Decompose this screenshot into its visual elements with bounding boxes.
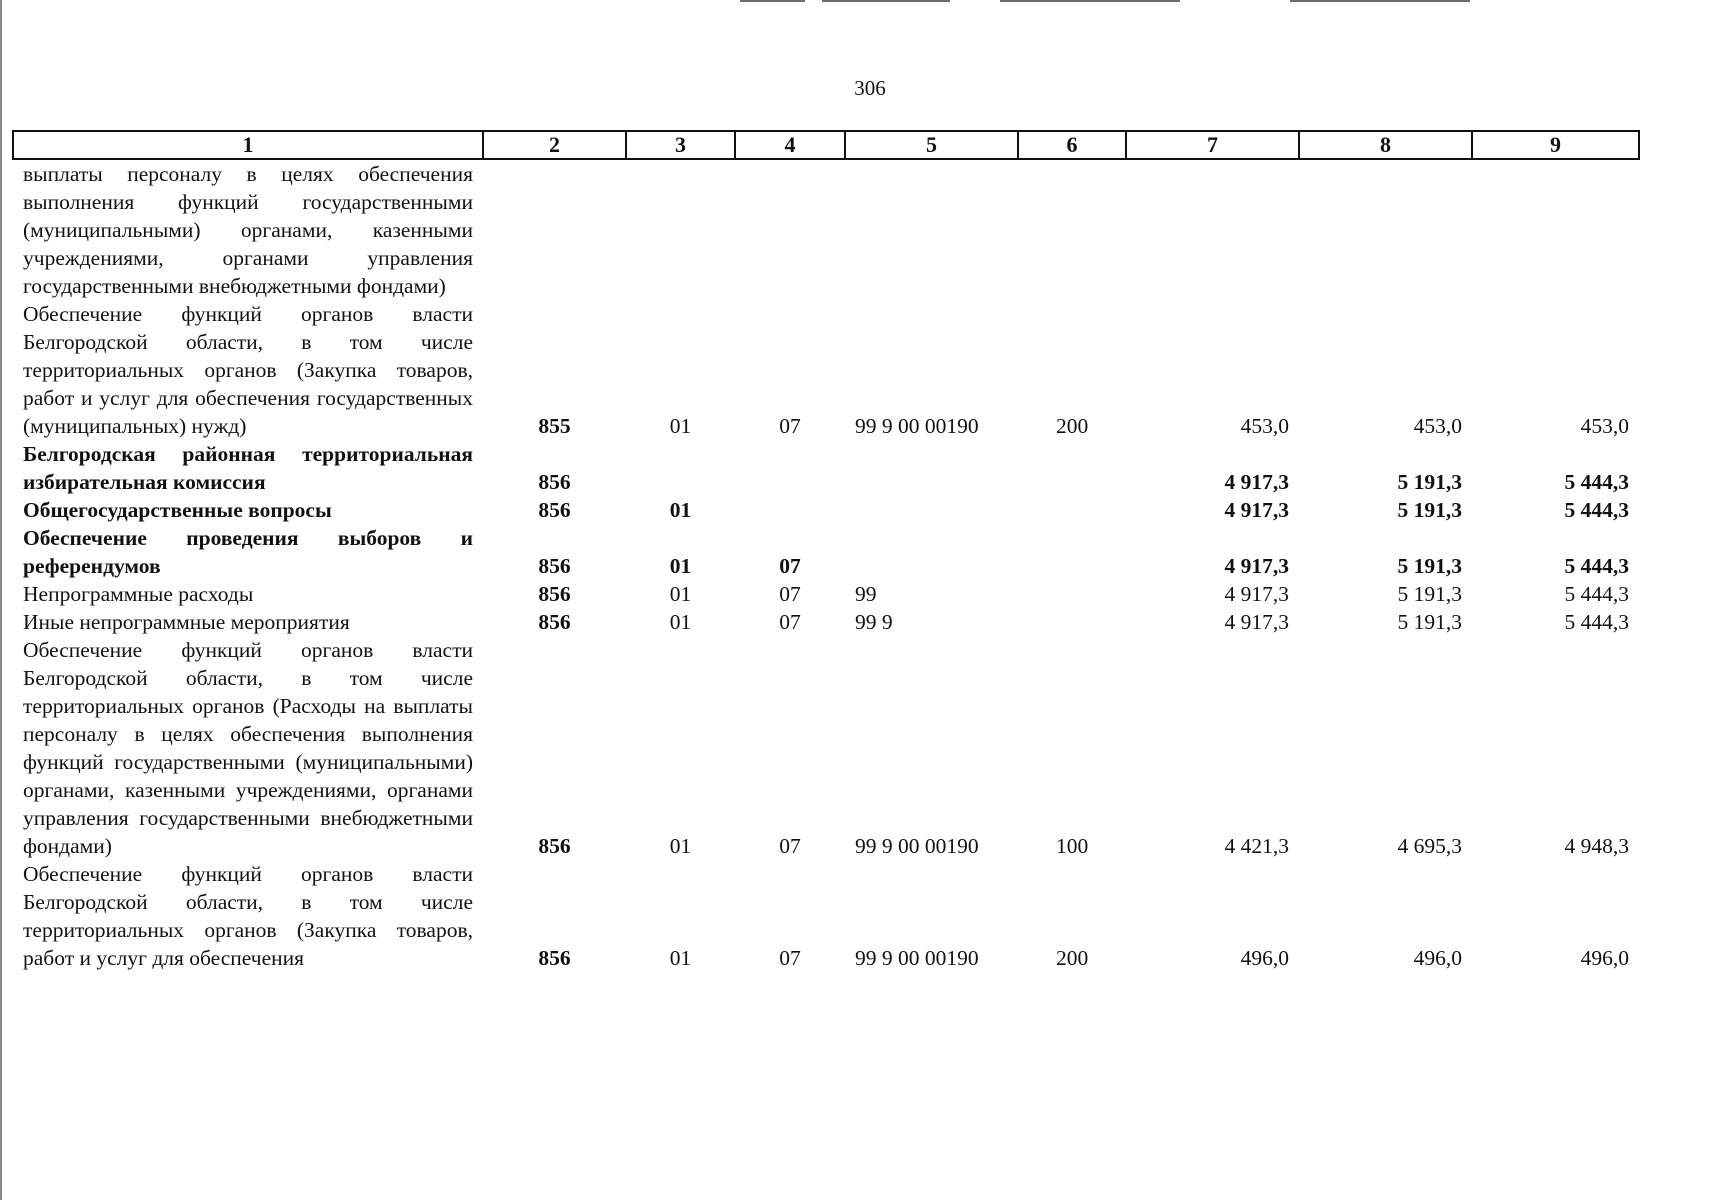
cell-expense-type: 200: [1056, 414, 1089, 438]
cell-subsection: 07: [779, 414, 801, 438]
header-col-8: 8: [1299, 131, 1472, 159]
cell-admin-code: [483, 159, 626, 300]
cell-expense-type: [1018, 159, 1126, 300]
scan-edge-mark: [1290, 0, 1470, 2]
table-row: [13, 636, 1639, 860]
cell-amount-col8: 5 191,3: [1397, 610, 1462, 634]
cell-subsection: 07: [779, 834, 801, 858]
cell-amount-col8: 5 191,3: [1397, 498, 1462, 522]
cell-amount-col7: 4 917,3: [1224, 610, 1289, 634]
cell-amount-col8: 4 695,3: [1397, 834, 1462, 858]
cell-target-article: 99 9 00 00190: [855, 946, 979, 970]
cell-expense-type: 100: [1056, 834, 1089, 858]
row-description: Обеспечение функций органов власти Белгородской области, в том числе территориальных органов (Расходы на выплаты персоналу в целях обеспечения выполнения функций государственными (муниципальными) органами, казенными учреждениями, органами управления государственными внебюджетными фондами): [23, 638, 473, 858]
scan-edge-mark: [1000, 0, 1180, 2]
cell-target-article: 99 9: [855, 610, 893, 634]
table-row: [13, 860, 1639, 972]
row-description: Иные непрограммные мероприятия: [23, 610, 350, 634]
row-description: Белгородская районная территориальная избирательная комиссия: [23, 442, 473, 494]
scan-left-edge: [0, 0, 2, 1200]
cell-section: 01: [669, 554, 692, 578]
header-col-5: 5: [845, 131, 1018, 159]
scan-edge-mark: [822, 0, 950, 2]
cell-amount-col7: 4 421,3: [1224, 834, 1289, 858]
cell-amount-col7: 4 917,3: [1224, 498, 1289, 522]
cell-expense-type: [1018, 524, 1126, 580]
budget-table-container: [12, 130, 1638, 972]
header-col-2: 2: [483, 131, 626, 159]
header-col-7: 7: [1126, 131, 1299, 159]
cell-amount-col8: 5 191,3: [1397, 582, 1462, 606]
cell-target-article: [845, 159, 1018, 300]
cell-subsection: [735, 496, 845, 524]
row-description: выплаты персоналу в целях обеспечения выполнения функций государственными (муниципальными) органами, казенными учреждениями, органами управления государственными внебюджетными фондами): [23, 162, 473, 298]
cell-amount-col9: 496,0: [1580, 946, 1629, 970]
cell-section: 01: [669, 414, 692, 438]
row-description: Обеспечение функций органов власти Белгородской области, в том числе территориальных органов (Закупка товаров, работ и услуг для обеспечения: [23, 862, 473, 970]
cell-admin-code: 856: [538, 498, 571, 522]
row-description: Обеспечение проведения выборов и референдумов: [23, 526, 473, 578]
cell-target-article: 99 9 00 00190: [855, 414, 979, 438]
cell-amount-col8: [1299, 159, 1472, 300]
table-row: [13, 300, 1639, 440]
row-description: Непрограммные расходы: [23, 582, 254, 606]
row-description: Общегосударственные вопросы: [23, 498, 332, 522]
header-col-1: 1: [13, 131, 483, 159]
cell-subsection: 07: [779, 554, 801, 578]
cell-amount-col7: 4 917,3: [1224, 470, 1289, 494]
header-col-3: 3: [626, 131, 735, 159]
cell-section: [626, 159, 735, 300]
cell-expense-type: [1018, 496, 1126, 524]
cell-amount-col8: 496,0: [1413, 946, 1462, 970]
cell-amount-col7: 4 917,3: [1224, 582, 1289, 606]
cell-admin-code: 856: [538, 470, 571, 494]
cell-section: 01: [669, 498, 692, 522]
cell-amount-col7: 453,0: [1240, 414, 1289, 438]
cell-admin-code: 856: [538, 582, 571, 606]
page-number: 306: [854, 76, 886, 100]
cell-section: 01: [669, 610, 692, 634]
cell-amount-col8: 5 191,3: [1397, 470, 1462, 494]
cell-expense-type: 200: [1056, 946, 1089, 970]
cell-amount-col7: [1126, 159, 1299, 300]
table-body: [13, 159, 1639, 972]
cell-admin-code: 856: [538, 554, 571, 578]
cell-expense-type: [1018, 580, 1126, 608]
cell-amount-col7: 4 917,3: [1224, 554, 1289, 578]
cell-amount-col9: [1472, 159, 1639, 300]
cell-section: 01: [669, 582, 692, 606]
cell-amount-col9: 5 444,3: [1564, 582, 1629, 606]
cell-admin-code: 856: [538, 834, 571, 858]
cell-subsection: [735, 440, 845, 496]
table-row: [13, 159, 1639, 300]
cell-section: 01: [669, 834, 692, 858]
cell-target-article: [845, 524, 1018, 580]
cell-amount-col9: 453,0: [1580, 414, 1629, 438]
cell-target-article: [845, 440, 1018, 496]
cell-target-article: 99: [855, 582, 877, 606]
cell-subsection: [735, 159, 845, 300]
table-row: [13, 608, 1639, 636]
cell-subsection: 07: [779, 610, 801, 634]
cell-admin-code: 856: [538, 946, 571, 970]
header-col-9: 9: [1472, 131, 1639, 159]
cell-amount-col9: 5 444,3: [1564, 610, 1629, 634]
cell-amount-col9: 5 444,3: [1564, 498, 1629, 522]
cell-subsection: 07: [779, 946, 801, 970]
cell-subsection: 07: [779, 582, 801, 606]
cell-expense-type: [1018, 608, 1126, 636]
table-row: [13, 496, 1639, 524]
cell-amount-col8: 5 191,3: [1397, 554, 1462, 578]
table-row: [13, 580, 1639, 608]
cell-target-article: 99 9 00 00190: [855, 834, 979, 858]
cell-target-article: [845, 496, 1018, 524]
cell-amount-col7: 496,0: [1240, 946, 1289, 970]
cell-amount-col9: 4 948,3: [1564, 834, 1629, 858]
cell-admin-code: 856: [538, 610, 571, 634]
row-description: Обеспечение функций органов власти Белгородской области, в том числе территориальных органов (Закупка товаров, работ и услуг для обеспечения государственных (муниципальных) нужд): [23, 302, 473, 438]
header-row: [13, 131, 1639, 159]
table-row: [13, 524, 1639, 580]
header-col-6: 6: [1018, 131, 1126, 159]
cell-amount-col9: 5 444,3: [1564, 470, 1629, 494]
cell-expense-type: [1018, 440, 1126, 496]
table-row: [13, 440, 1639, 496]
cell-admin-code: 855: [538, 414, 571, 438]
header-col-4: 4: [735, 131, 845, 159]
cell-amount-col8: 453,0: [1413, 414, 1462, 438]
cell-section: [626, 440, 735, 496]
cell-amount-col9: 5 444,3: [1564, 554, 1629, 578]
cell-section: 01: [669, 946, 692, 970]
scan-edge-mark: [740, 0, 805, 2]
budget-table: [12, 130, 1640, 972]
